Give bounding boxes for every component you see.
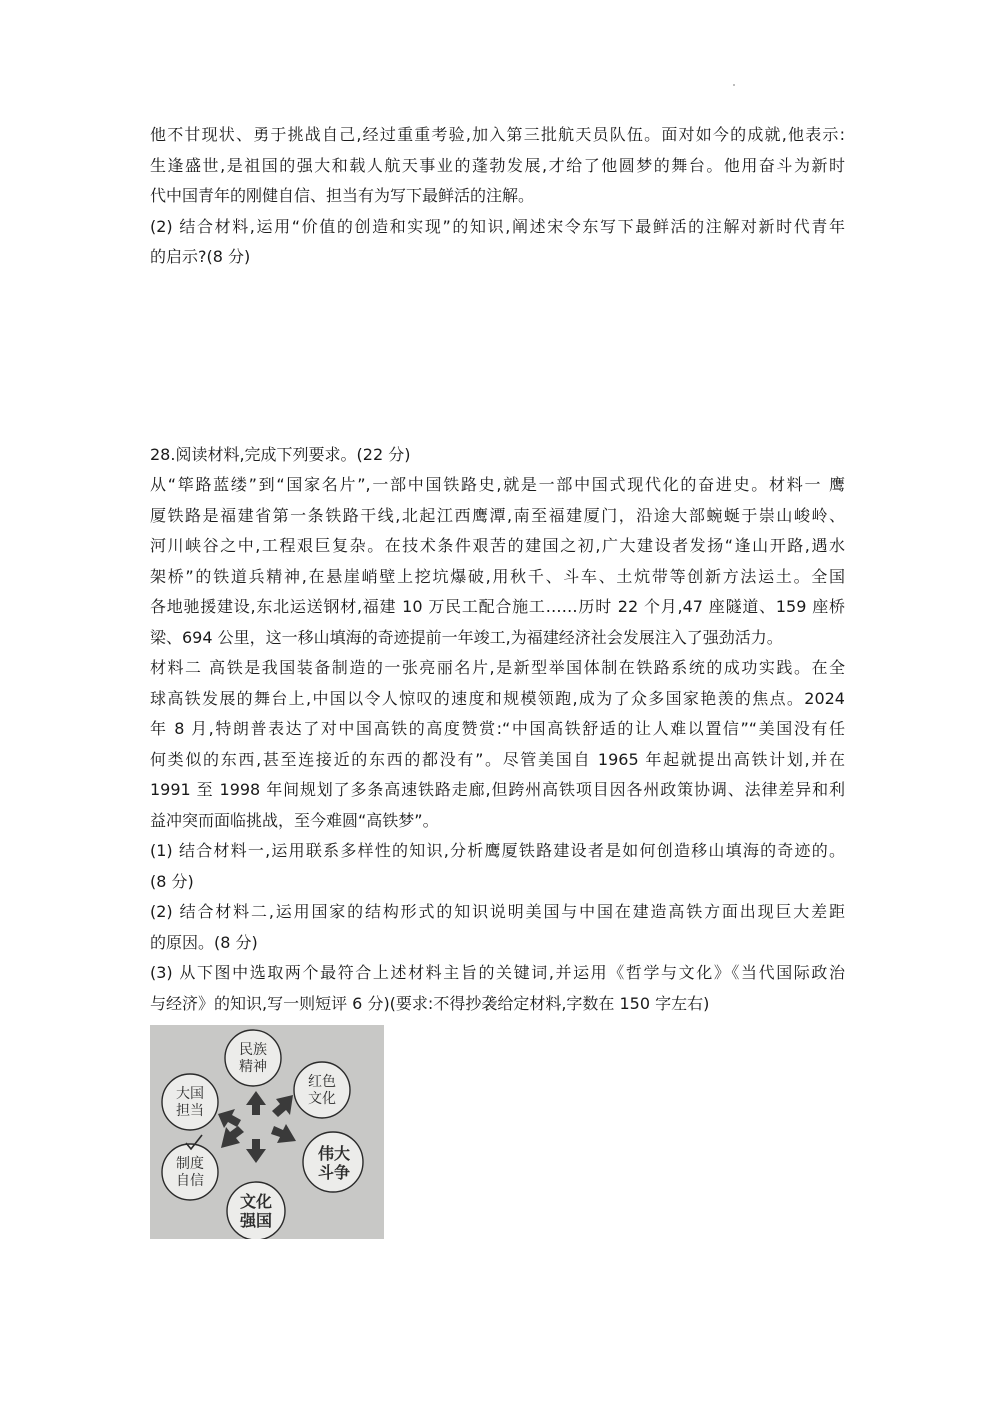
material2-line: 益冲突而面临挑战，至今难圆“高铁梦”。 [150, 810, 439, 830]
material1-line: 梁、694 公里，这一移山填海的奇迹提前一年竣工,为福建经济社会发展注入了强劲活力。 [150, 627, 783, 647]
q28-heading: 28.阅读材料,完成下列要求。(22 分) [150, 444, 411, 464]
material1-line: 各地驰援建设,东北运送钢材,福建 10 万民工配合施工……历时 22 个月,47 座隧道、159 座桥 [150, 597, 845, 616]
kw-wenhua-2: 强国 [239, 1211, 273, 1230]
keyword-circle-daguo [162, 1074, 218, 1130]
q28-sub1-line: (1) 结合材料一,运用联系多样性的知识,分析鹰厦铁路建设者是如何创造移山填海的奇迹的。 [150, 841, 845, 860]
q27-text-line: 代中国青年的刚健自信、担当有为写下最鲜活的注解。 [150, 186, 535, 205]
q27-sub2-line: 的启示?(8 分) [150, 247, 251, 266]
material2-line: 球高铁发展的舞台上,中国以令人惊叹的速度和规模领跑,成为了众多国家艳羡的焦点。2024 [150, 688, 845, 708]
kw-zhidu-2: 自信 [176, 1173, 204, 1189]
material1-line: 架桥”的铁道兵精神,在悬崖峭壁上挖坑爆破,用秋千、斗车、土炕带等创新方法运土。全国 [150, 566, 845, 586]
material2-line: 年 8 月,特朗普表达了对中国高铁的高度赞赏:“中国高铁舒适的让人难以置信”“美国没有任 [150, 719, 845, 738]
kw-hongse-2: 文化 [308, 1091, 336, 1107]
scan-speck [733, 84, 735, 86]
kw-weida-2: 斗争 [317, 1163, 351, 1182]
q27-text-line: 生逢盛世,是祖国的强大和载人航天事业的蓬勃发展,才给了他圆梦的舞台。他用奋斗为新时 [150, 155, 845, 175]
kw-daguo-2: 担当 [176, 1103, 204, 1119]
q27-text-line: 他不甘现状、勇于挑战自己,经过重重考验,加入第三批航天员队伍。面对如今的成就,他表示: [150, 125, 845, 144]
q27-sub2-line: (2) 结合材料,运用“价值的创造和实现”的知识,阐述宋令东写下最鲜活的注解对新时代青年 [150, 216, 845, 236]
kw-zhidu-1: 制度 [176, 1156, 204, 1172]
q28-sub1-line: (8 分) [150, 871, 194, 891]
keyword-diagram [150, 1025, 384, 1239]
material2-line: 材料二 高铁是我国装备制造的一张亮丽名片,是新型举国体制在铁路系统的成功实践。在全 [150, 658, 845, 677]
kw-weida-1: 伟大 [317, 1144, 351, 1163]
material1-line: 从“筚路蓝缕”到“国家名片”,一部中国铁路史,就是一部中国式现代化的奋进史。材料一 鹰 [150, 475, 845, 494]
keyword-circle-zhidu [162, 1144, 218, 1200]
kw-hongse-1: 红色 [308, 1074, 336, 1090]
material2-line: 何类似的东西,甚至连接近的东西的都没有”。尽管美国自 1965 年起就提出高铁计划,并在 [150, 749, 845, 769]
q28-sub2-line: (2) 结合材料二,运用国家的结构形式的知识说明美国与中国在建造高铁方面出现巨大差距 [150, 902, 845, 921]
q28-sub3-line: (3) 从下图中选取两个最符合上述材料主旨的关键词,并运用《哲学与文化》《当代国际政治 [150, 963, 845, 982]
answer-space [150, 273, 845, 440]
kw-minzu-1: 民族 [239, 1042, 267, 1058]
exam-page [150, 120, 845, 1019]
material1-line: 厦铁路是福建省第一条铁路干线,北起江西鹰潭,南至福建厦门，沿途大部蜿蜒于崇山峻岭、 [150, 505, 845, 525]
material1-line: 河川峡谷之中,工程艰巨复杂。在技术条件艰苦的建国之初,广大建设者发扬“逢山开路,遇水 [150, 536, 845, 555]
keyword-circle-minzu [225, 1030, 281, 1086]
kw-daguo-1: 大国 [176, 1086, 204, 1102]
q28-sub2-line: 的原因。(8 分) [150, 932, 258, 952]
material2-line: 1991 至 1998 年间规划了多条高速铁路走廊,但跨州高铁项目因各州政策协调、法律差异和利 [150, 780, 845, 799]
keyword-circle-hongse [294, 1062, 350, 1118]
q28-sub3-line: 与经济》的知识,写一则短评 6 分)(要求:不得抄袭给定材料,字数在 150 字左右) [150, 993, 710, 1013]
kw-minzu-2: 精神 [239, 1059, 267, 1075]
kw-wenhua-1: 文化 [239, 1192, 273, 1211]
